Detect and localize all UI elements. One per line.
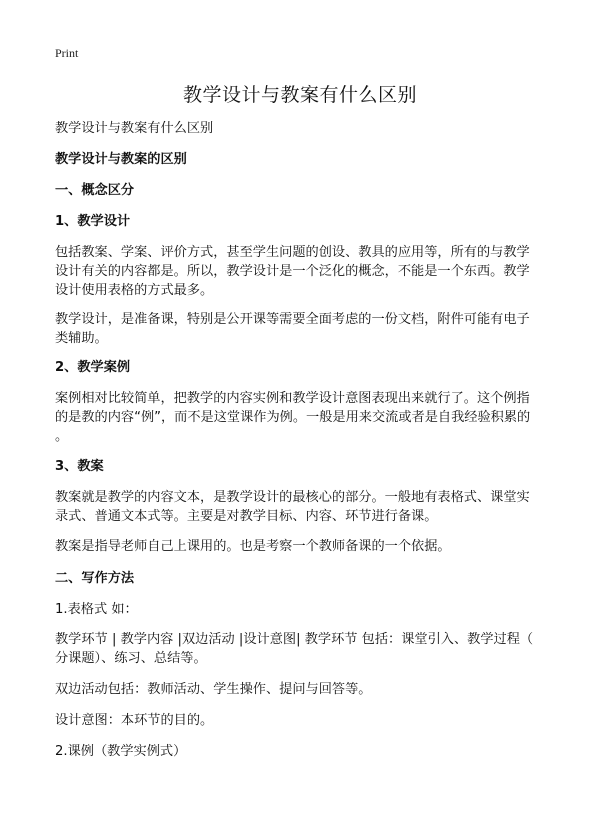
text-line: 。 — [55, 429, 69, 444]
text-line: 包括教案、学案、评价方式，甚至学生问题的创设、教具的应用等，所有的与教学 — [55, 245, 530, 260]
section-heading-writing: 二、写作方法 — [55, 571, 135, 586]
section-heading-concepts: 一、概念区分 — [55, 183, 135, 198]
item-label-table-format: 1.表格式 如： — [55, 602, 138, 617]
paragraph-lesson-plan-1 — [55, 488, 555, 526]
text-line: 教学设计，是准备课，特别是公开课等需要全面考虑的一份文档，附件可能有电子 — [55, 312, 530, 327]
text-line: 教学环节 | 教学内容 |双边活动 |设计意图| 教学环节 包括：课堂引入、教学过程（ — [55, 632, 534, 647]
paragraph-teaching-design-1 — [55, 243, 555, 300]
item-heading-teaching-case: 2、教学案例 — [55, 360, 131, 375]
text-line: 类辅助。 — [55, 331, 108, 346]
item-label-case-format: 2.课例（教学实例式） — [55, 744, 187, 759]
paragraph-lesson-plan-2 — [55, 537, 555, 556]
paragraph-dual-activity: 双边活动包括：教师活动、学生操作、提问与回答等。 — [55, 682, 372, 697]
text-line: 设计有关的内容都是。所以，教学设计是一个泛化的概念，不能是一个东西。教学 — [55, 264, 530, 279]
paragraph-teaching-design-2 — [55, 310, 555, 348]
item-heading-lesson-plan: 3、教案 — [55, 459, 104, 474]
text-line: 教案就是教学的内容文本，是教学设计的最核心的部分。一般地有表格式、课堂实 — [55, 490, 530, 505]
subtitle: 教学设计与教案有什么区别 — [55, 121, 214, 136]
text-line: 的是教的内容“例”，而不是这堂课作为例。一般是用来交流或者是自我经验积累的 — [55, 410, 531, 425]
print-link[interactable]: Print — [55, 46, 79, 60]
text-line: 分课题）、练习、总结等。 — [55, 651, 207, 666]
paragraph-design-intent: 设计意图：本环节的目的。 — [55, 713, 214, 728]
text-line: 设计使用表格的方式最多。 — [55, 283, 214, 298]
text-line: 录式、普通文本式等。主要是对教学目标、内容、环节进行备课。 — [55, 509, 438, 524]
text-line: 教案是指导老师自己上课用的。也是考察一个教师备课的一个依据。 — [55, 539, 451, 554]
item-heading-teaching-design: 1、教学设计 — [55, 214, 131, 229]
paragraph-teaching-case — [55, 389, 555, 446]
paragraph-table-description — [55, 630, 555, 668]
page-title: 教学设计与教案有什么区别 — [182, 84, 417, 106]
main-heading: 教学设计与教案的区别 — [55, 152, 187, 167]
text-line: 案例相对比较简单，把教学的内容实例和教学设计意图表现出来就行了。这个例指 — [55, 391, 530, 406]
